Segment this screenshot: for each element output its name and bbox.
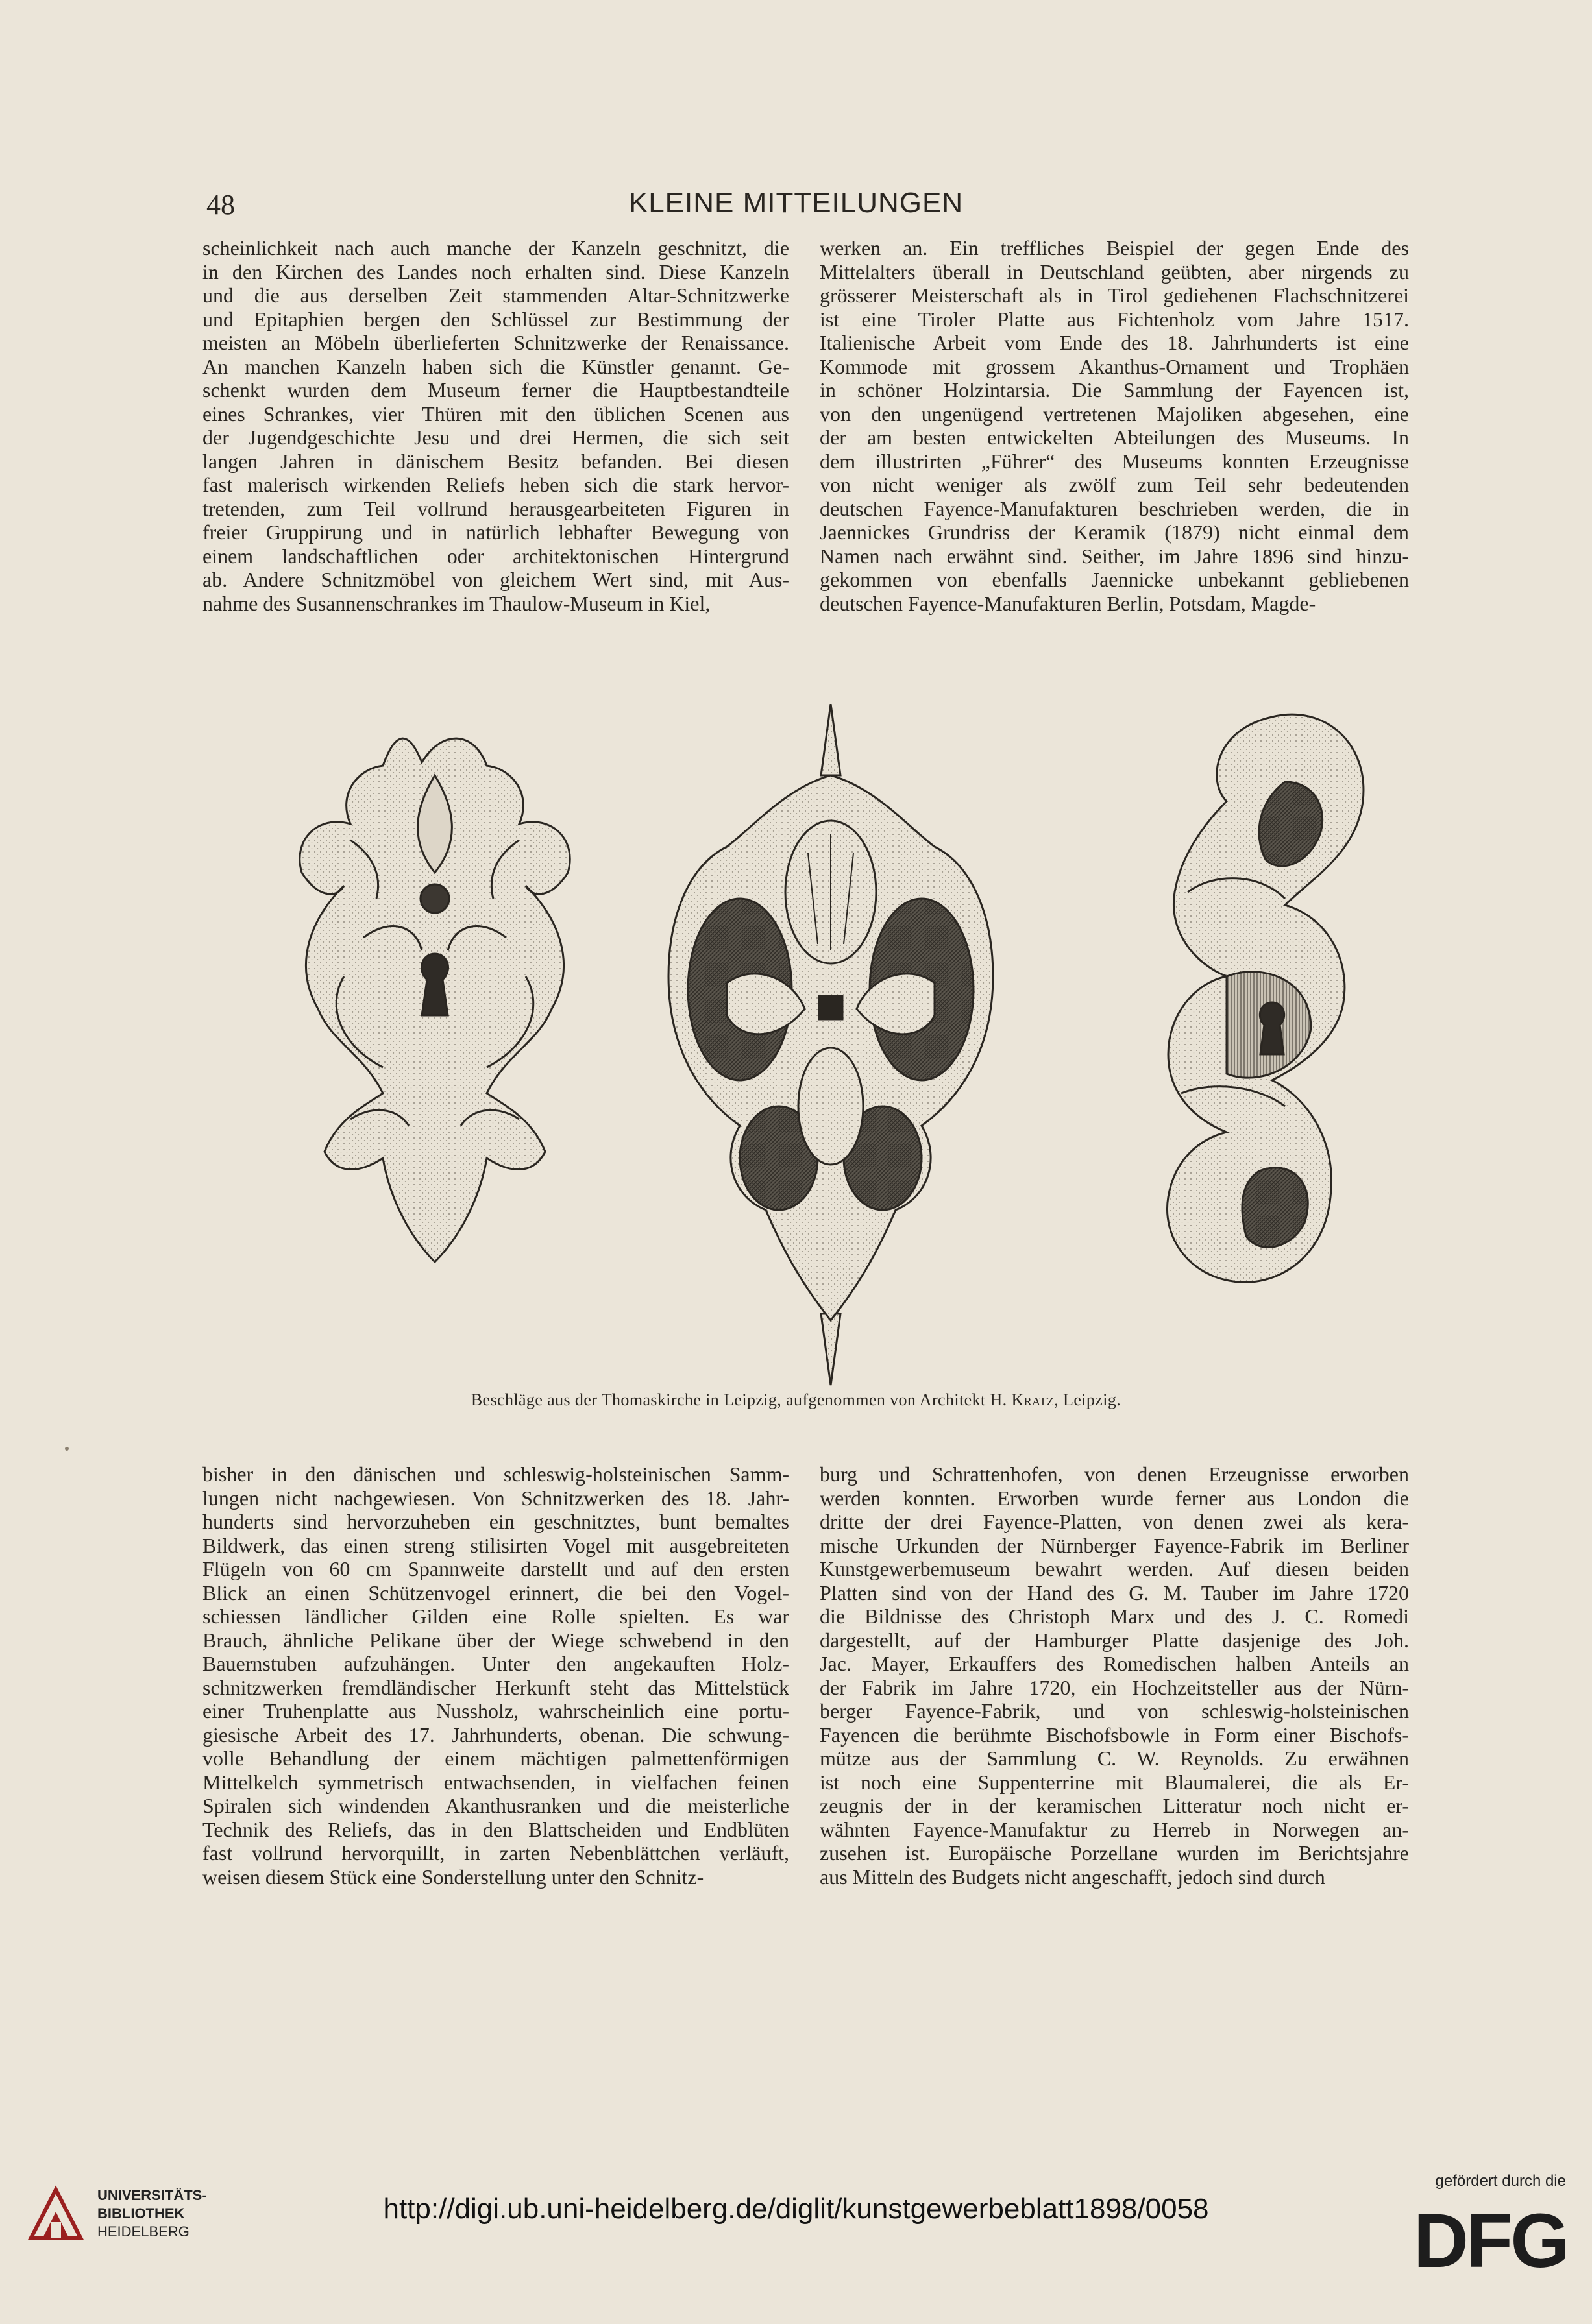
- text-line: dritte der drei Fayence-Platten, von denen zwei als kera-: [820, 1510, 1409, 1533]
- text-line: scheinlichkeit nach auch manche der Kanzeln geschnitzt, die: [202, 236, 789, 260]
- text-line: von nicht weniger als zwölf zum Teil sehr bedeutenden: [820, 473, 1409, 496]
- text-line: mische Urkunden der Nürnberger Fayence-Fabrik im Berliner: [820, 1533, 1409, 1557]
- text-line: Blick an einen Schützenvogel erinnert, die bei den Vogel-: [202, 1580, 789, 1604]
- text-line: einer Truhenplatte aus Nussholz, wahrscheinlich eine portu-: [202, 1699, 789, 1723]
- text-column-top-left: [202, 236, 789, 615]
- text-line: fast malerisch wirkenden Reliefs heben sich die stark hervor-: [202, 473, 789, 496]
- text-line: Platten sind von der Hand des G. M. Tauber im Jahre 1720: [820, 1580, 1409, 1604]
- escutcheon-left: [300, 738, 570, 1262]
- running-title: KLEINE MITTEILUNGEN: [628, 187, 964, 219]
- text-line: ist noch eine Suppenterrine mit Blaumalerei, die als Er-: [820, 1770, 1409, 1794]
- text-line: langen Jahren in dänischem Besitz befanden. Bei diesen: [202, 449, 789, 473]
- text-line: eines Schrankes, vier Thüren mit den üblichen Scenen aus: [202, 402, 789, 426]
- text-line: deutschen Fayence-Manufakturen beschrieben werden, die in: [820, 496, 1409, 520]
- permalink-url[interactable]: http://digi.ub.uni-heidelberg.de/diglit/kunstgewerbeblatt1898/0058: [383, 2193, 1209, 2225]
- text-line: Jaennickes Grundriss der Keramik (1879) nicht einmal dem: [820, 520, 1409, 544]
- text-line: von den ungenügend vertretenen Majoliken abgesehen, eine: [820, 402, 1409, 426]
- text-line: Fayencen die berühmte Bischofsbowle in Form einer Bischofs-: [820, 1723, 1409, 1747]
- caption-text: Beschläge aus der Thomaskirche in Leipzig, aufgenommen von Architekt H.: [471, 1390, 1007, 1409]
- text-line: freier Gruppirung und in natürlich lebhafter Bewegung von: [202, 520, 789, 544]
- caption-architect-name: Kratz: [1011, 1390, 1055, 1409]
- text-line: gekommen von ebenfalls Jaennicke unbekannt gebliebenen: [820, 568, 1409, 591]
- text-line: fast vollrund hervorquillt, in zarten Nebenblättchen verläuft,: [202, 1841, 789, 1865]
- text-line: der am besten entwickelten Abteilungen des Museums. In: [820, 426, 1409, 449]
- library-line-2: BIBLIOTHEK: [97, 2205, 185, 2221]
- library-line-3: HEIDELBERG: [97, 2223, 190, 2240]
- text-line: ist eine Tiroler Platte aus Fichtenholz vom Jahre 1517.: [820, 307, 1409, 331]
- text-line: Spiralen sich windenden Akanthusranken und die meisterliche: [202, 1794, 789, 1817]
- funding-text: gefördert durch die: [1435, 2172, 1566, 2190]
- text-line: Kommode mit grossem Akanthus-Ornament und Trophäen: [820, 354, 1409, 378]
- text-line: dem illustrirten „Führer“ des Museums konnten Erzeugnisse: [820, 449, 1409, 473]
- text-line: zusehen ist. Europäische Porzellane wurden im Berichtsjahre: [820, 1841, 1409, 1865]
- text-line: dargestellt, auf der Hamburger Platte dasjenige des Joh.: [820, 1628, 1409, 1652]
- text-line: Mittelalters überall in Deutschland geübten, aber nirgends zu: [820, 260, 1409, 284]
- footer-bar: [0, 2167, 1592, 2324]
- text-line: und die aus derselben Zeit stammenden Altar-Schnitzwerke: [202, 284, 789, 307]
- text-line: schenkt wurden dem Museum ferner die Hauptbestandteile: [202, 378, 789, 402]
- text-line: werken an. Ein treffliches Beispiel der gegen Ende des: [820, 236, 1409, 260]
- text-line: aus Mitteln des Budgets nicht angeschafft, jedoch sind durch: [820, 1865, 1325, 1889]
- text-line: wähnten Fayence-Manufaktur zu Herreb in Norwegen an-: [820, 1817, 1409, 1841]
- caption-suffix: , Leipzig.: [1054, 1390, 1121, 1409]
- text-column-bottom-left: [202, 1462, 789, 1889]
- escutcheon-right: [1167, 714, 1363, 1282]
- escutcheon-middle: [668, 704, 993, 1385]
- text-line: der Fabrik im Jahre 1720, ein Hochzeitsteller aus der Nürn-: [820, 1675, 1409, 1699]
- text-line: tretenden, zum Teil vollrund herausgearbeiteten Figuren in: [202, 496, 789, 520]
- text-line: mütze aus der Sammlung C. W. Reynolds. Zu erwähnen: [820, 1747, 1409, 1770]
- text-line: Jac. Mayer, Erkauffers des Romedischen halben Anteils an: [820, 1652, 1409, 1675]
- text-line: und Epitaphien bergen den Schlüssel zur Bestimmung der: [202, 307, 789, 331]
- text-line: schnitzwerken fremdländischer Herkunft steht das Mittelstück: [202, 1675, 789, 1699]
- text-line: Technik des Reliefs, das in den Blattscheiden und Endblüten: [202, 1817, 789, 1841]
- text-line: in schöner Holzintarsia. Die Sammlung der Fayencen ist,: [820, 378, 1409, 402]
- page-number: 48: [206, 189, 235, 221]
- text-line: lungen nicht nachgewiesen. Von Schnitzwerken des 18. Jahr-: [202, 1486, 789, 1510]
- escutcheon-illustration: [273, 704, 1415, 1405]
- paper-speck: [65, 1447, 69, 1451]
- text-line: in den Kirchen des Landes noch erhalten sind. Diese Kanzeln: [202, 260, 789, 284]
- text-column-top-right: [820, 236, 1409, 615]
- text-line: An manchen Kanzeln haben sich die Künstler genannt. Ge-: [202, 354, 789, 378]
- text-line: werden konnten. Erworben wurde ferner aus London die: [820, 1486, 1409, 1510]
- text-line: Mittelkelch symmetrisch entwachsenden, in vielfachen feinen: [202, 1770, 789, 1794]
- text-line: Brauch, ähnliche Pelikane über der Wiege schwebend in den: [202, 1628, 789, 1652]
- text-line: einem landschaftlichen oder architektonischen Hintergrund: [202, 544, 789, 568]
- text-line: weisen diesem Stück eine Sonderstellung unter den Schnitz-: [202, 1865, 704, 1889]
- text-line: Kunstgewerbemuseum bewahrt werden. Auf diesen beiden: [820, 1557, 1409, 1580]
- text-line: grösserer Meisterschaft als in Tirol gediehenen Flachschnitzerei: [820, 284, 1409, 307]
- text-line: berger Fayence-Fabrik, und von schleswig-holsteinischen: [820, 1699, 1409, 1723]
- text-line: hunderts sind hervorzuheben ein geschnitztes, bunt bemaltes: [202, 1510, 789, 1533]
- text-line: zeugnis der in der keramischen Litteratur noch nicht er-: [820, 1794, 1409, 1817]
- text-line: Flügeln von 60 cm Spannweite darstellt und auf den ersten: [202, 1557, 789, 1580]
- text-line: bisher in den dänischen und schleswig-holsteinischen Samm-: [202, 1462, 789, 1486]
- text-line: giesische Arbeit des 17. Jahrhunderts, obenan. Die schwung-: [202, 1723, 789, 1747]
- text-line: Namen nach erwähnt sind. Seither, im Jahre 1896 sind hinzu-: [820, 544, 1409, 568]
- text-column-bottom-right: [820, 1462, 1409, 1889]
- text-line: die Bildnisse des Christoph Marx und des J. C. Romedi: [820, 1604, 1409, 1628]
- text-line: Bauernstuben aufzuhängen. Unter den angekauften Holz-: [202, 1652, 789, 1675]
- text-line: schiessen ländlicher Gilden eine Rolle spielten. Es war: [202, 1604, 789, 1628]
- text-line: Italienische Arbeit vom Ende des 18. Jahrhunderts ist eine: [820, 331, 1409, 354]
- text-line: volle Behandlung der einem mächtigen palmettenförmigen: [202, 1747, 789, 1770]
- text-line: burg und Schrattenhofen, von denen Erzeugnisse erworben: [820, 1462, 1409, 1486]
- text-line: ab. Andere Schnitzmöbel von gleichem Wert sind, mit Aus-: [202, 568, 789, 591]
- text-line: meisten an Möbeln überlieferten Schnitzwerke der Renaissance.: [202, 331, 789, 354]
- library-line-1: UNIVERSITÄTS-: [97, 2187, 207, 2203]
- text-line: nahme des Susannenschrankes im Thaulow-Museum in Kiel,: [202, 591, 711, 615]
- text-line: der Jugendgeschichte Jesu und drei Hermen, die sich seit: [202, 426, 789, 449]
- text-line: deutschen Fayence-Manufakturen Berlin, Potsdam, Magde-: [820, 591, 1316, 615]
- figure-caption: [0, 1390, 1592, 1410]
- dfg-logo: DFG: [1413, 2198, 1567, 2284]
- text-line: Bildwerk, das einen streng stilisirten Vogel mit ausgebreiteten: [202, 1533, 789, 1557]
